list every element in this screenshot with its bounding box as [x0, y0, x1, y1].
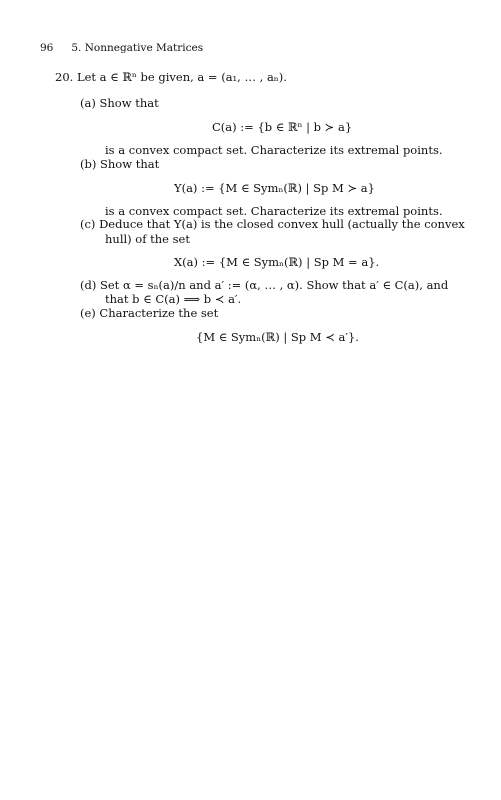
part-e-prompt: (e) Characterize the set [80, 306, 219, 320]
part-a-continuation: is a convex compact set. Characterize its extremal points. [105, 143, 443, 157]
part-a-prompt: (a) Show that [80, 96, 159, 110]
part-c-formula: X(a) := {M ∈ Symₙ(ℝ) | Sp M = a}. [174, 255, 380, 269]
part-c-prompt-line1: (c) Deduce that Y(a) is the closed convex hull (actually the convex [80, 217, 465, 231]
part-e-formula: {M ∈ Symₙ(ℝ) | Sp M ≺ a′}. [196, 330, 359, 344]
page-number: 96 [40, 42, 54, 54]
part-b-prompt: (b) Show that [80, 157, 160, 171]
chapter-title: 5. Nonnegative Matrices [71, 42, 204, 54]
part-b-formula: Y(a) := {M ∈ Symₙ(ℝ) | Sp M ≻ a} [174, 181, 375, 195]
part-b-continuation: is a convex compact set. Characterize its extremal points. [105, 204, 443, 218]
exercise-intro: 20. Let a ∈ ℝⁿ be given, a = (a₁, … , aₙ). [55, 70, 287, 84]
part-d-line2: that b ∈ C(a) ⟹ b ≺ a′. [105, 292, 242, 306]
running-head [40, 42, 203, 54]
part-a-formula: C(a) := {b ∈ ℝⁿ | b ≻ a} [212, 120, 353, 134]
part-d-line1: (d) Set α = sₙ(a)/n and a′ := (α, … , α). Show that a′ ∈ C(a), and [80, 278, 449, 292]
part-c-prompt-line2: hull) of the set [105, 232, 190, 246]
